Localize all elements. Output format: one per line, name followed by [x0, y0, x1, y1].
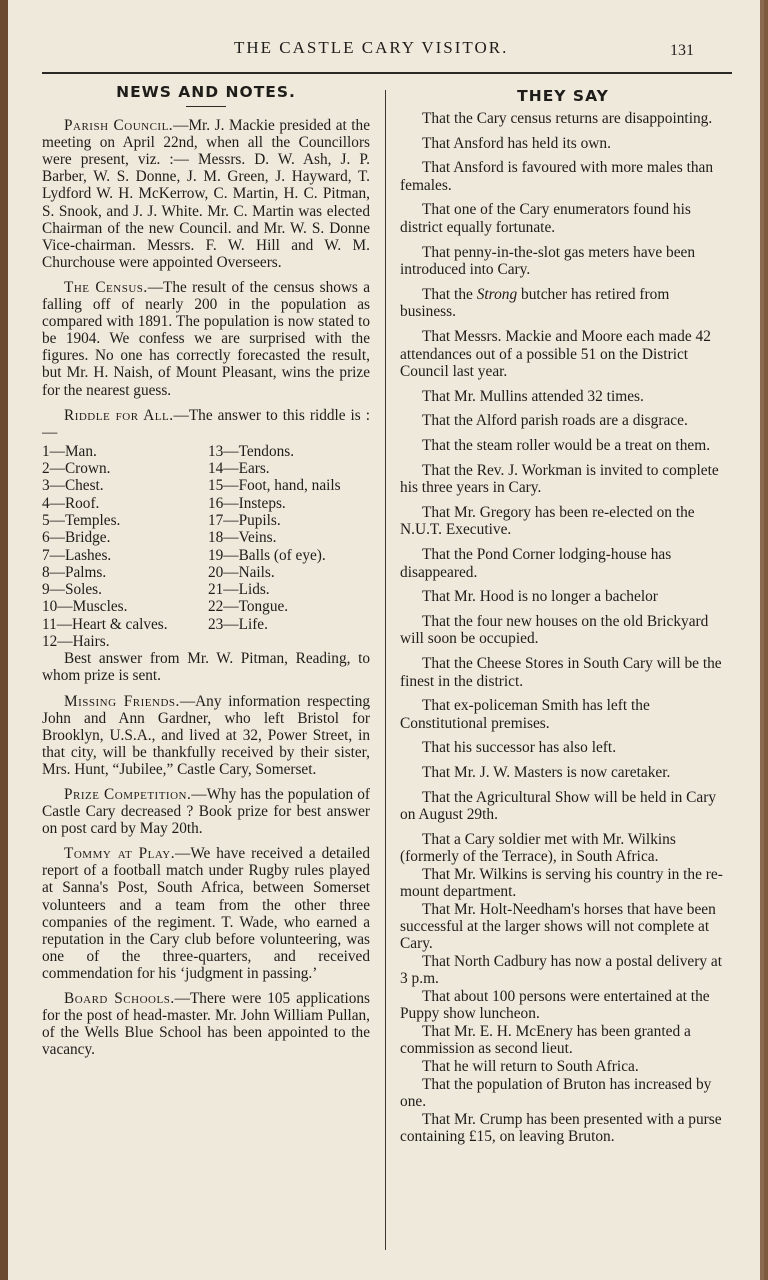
they-say-item: That the four new houses on the old Brickyard will soon be occupied.	[400, 612, 709, 648]
magazine-page	[8, 0, 764, 1280]
item-lead: Prize Competition.	[64, 786, 192, 803]
riddle-answer: 5—Temples.	[42, 511, 121, 529]
riddle-answer: 10—Muscles.	[42, 598, 128, 616]
riddle-answer: 6—Bridge.	[42, 529, 111, 547]
riddle-answer: 7—Lashes.	[42, 546, 112, 564]
page-edge	[760, 0, 764, 1280]
they-say-item: That Mr. Holt-Needham's horses that have been successful at the larger shows will not complete at Cary.	[400, 900, 716, 952]
they-say-item: That his successor has also left.	[422, 739, 617, 757]
they-say-item: That Mr. Mullins attended 32 times.	[422, 387, 644, 405]
item-text: —Any information respecting John and Ann Gardner, who left Bristol for Brooklyn, U.S.A., and lived at 32, Power Street, in that city, will be thankfully received by their sister, Mrs. Hunt, “Jubilee,” Castle Cary, Somerset.	[42, 692, 370, 778]
they-say-item: That Mr. Gregory has been re-elected on the N.U.T. Executive.	[400, 503, 695, 539]
riddle-answer: 17—Pupils.	[208, 511, 281, 529]
riddle-answer: 11—Heart & calves.	[42, 615, 168, 633]
item-lead: Missing Friends.	[64, 692, 180, 710]
item-text: —Mr. J. Mackie presided at the meeting on April 22nd, when all the Councillors were present, viz. :— Messrs. D. W. Ash, J. P. Barber, W. S. Donne, J. M. Green, J. Hayward, T. Lydford W. H. McKerrow, C. Martin, H. C. Pitman, S. Snook, and J. J. White. Mr. C. Martin was elected Chairman of the new Council. and Mr. W. S. Donne Vice-chairman. Messrs. F. W. Hill and W. M. Churchouse were appointed Overseers.	[42, 117, 370, 271]
they-say-item: That a Cary soldier met with Mr. Wilkins (formerly of the Terrace), in South Africa.	[400, 830, 676, 865]
news-item-parish-council	[42, 117, 370, 271]
they-say-item: That Ansford is favoured with more males than females.	[400, 159, 714, 194]
they-say-item: That the population of Bruton has increased by one.	[400, 1075, 712, 1110]
riddle-answer: 18—Veins.	[208, 529, 277, 547]
they-say-item: That Mr. Crump has been presented with a purse containing £15, on leaving Bruton.	[400, 1110, 722, 1145]
they-say-item: That the steam roller would be a treat on them.	[422, 437, 711, 454]
page-number: 131	[670, 42, 694, 59]
they-say-item: That the Agricultural Show will be held in Cary on August 29th.	[400, 788, 717, 824]
riddle-answer: 9—Soles.	[42, 581, 102, 599]
riddle-column-1	[42, 443, 208, 651]
riddle-answer: 2—Crown.	[42, 460, 111, 478]
they-say-list	[400, 110, 726, 824]
riddle-answer: 23—Life.	[208, 615, 268, 633]
they-say-item: That Ansford has held its own.	[422, 134, 611, 152]
riddle-answer: 21—Lids.	[208, 581, 270, 599]
item-lead: Parish Council.	[64, 117, 174, 135]
item-lead: Riddle for All.	[64, 406, 174, 424]
riddle-answer: 1—Man.	[42, 442, 97, 460]
riddle-answer: 3—Chest.	[42, 477, 104, 495]
item-lead: Board Schools.	[64, 990, 175, 1008]
riddle-winner: Best answer from Mr. W. Pitman, Reading, to whom prize is sent.	[42, 650, 370, 685]
news-heading: NEWS AND NOTES.	[116, 83, 296, 101]
they-say-item: That about 100 persons were entertained at the Puppy show luncheon.	[400, 987, 710, 1022]
binding-edge	[0, 0, 8, 1280]
heading-rule	[186, 106, 226, 107]
they-say-item: That Mr. Hood is no longer a bachelor	[422, 588, 658, 606]
they-say-item: That the Alford parish roads are a disgrace.	[422, 412, 688, 430]
news-item-riddle	[42, 407, 370, 441]
riddle-answer: 8—Palms.	[42, 563, 107, 581]
riddle-answer: 22—Tongue.	[208, 598, 289, 616]
publication-title: THE CASTLE CARY VISITOR.	[234, 38, 509, 57]
riddle-column-2	[208, 443, 370, 651]
emphasis: Strong	[476, 285, 518, 303]
news-item-prize-competition	[42, 786, 370, 837]
they-say-item: That the Pond Corner lodging-house has disappeared.	[400, 545, 672, 581]
they-say-item: That Mr. E. H. McEnery has been granted a commission as second lieut.	[400, 1022, 691, 1057]
news-item-board-schools	[42, 990, 370, 1058]
riddle-answer: 16—Insteps.	[208, 494, 286, 512]
riddle-answers	[42, 443, 370, 651]
they-say-item: That the Cary census returns are disappointing.	[422, 110, 713, 128]
news-item-missing-friends	[42, 693, 370, 778]
riddle-answer: 4—Roof.	[42, 494, 100, 512]
item-text: —We have received a detailed report of a football match under Rugby rules played at Sanna's Post, South Africa, between Somerset volunteers and a team from the other three companies of the regiment. T. Wade, who earned a reputation in the Cary club before volunteering, was one of the three-quarters, and received commendation for his ‘judgment in passing.’	[42, 845, 370, 982]
they-say-column	[400, 88, 726, 1146]
item-lead: Tommy at Play.	[64, 845, 176, 863]
riddle-answer: 12—Hairs.	[42, 633, 110, 651]
item-lead: The Census.	[64, 278, 148, 296]
they-say-item: That the Strong butcher has retired from business.	[400, 285, 670, 321]
riddle-answer: 15—Foot, hand, nails	[208, 477, 341, 495]
they-say-item: That North Cadbury has now a postal delivery at 3 p.m.	[400, 952, 723, 987]
they-say-item: That ex-policeman Smith has left the Constitutional premises.	[400, 697, 650, 732]
they-say-item: That the Cheese Stores in South Cary will be the finest in the district.	[400, 654, 722, 690]
they-say-item: That Mr. J. W. Masters is now caretaker.	[422, 763, 671, 781]
they-say-item: That Mr. Wilkins is serving his country in the re-mount department.	[400, 865, 723, 900]
they-say-heading: THEY SAY	[517, 87, 609, 105]
news-item-tommy-at-play	[42, 845, 370, 982]
item-text: —The answer to this riddle is :—	[42, 406, 370, 441]
header-rule	[42, 72, 732, 74]
page-header	[8, 36, 764, 66]
riddle-answer: 13—Tendons.	[208, 442, 295, 460]
item-text: —There were 105 applications for the post of head-master. Mr. John William Pullan, of the Wells Blue School has been appointed to the vacancy.	[42, 990, 370, 1059]
news-item-census	[42, 279, 370, 399]
item-text: —Why has the population of Castle Cary decreased ? Book prize for best answer on post card by May 20th.	[42, 786, 370, 838]
riddle-answer: 19—Balls (of eye).	[208, 546, 326, 564]
news-and-notes-column	[42, 84, 370, 1066]
they-say-item: That Messrs. Mackie and Moore each made 42 attendances out of a possible 51 on the District Council last year.	[400, 328, 711, 381]
item-text: —The result of the census shows a falling off of nearly 200 in the population as compared with 1891. The population is now stated to be 1904. We confess we are surprised with the figures. No one has correctly forecasted the result, but Mr. H. Naish, of Mount Pleasant, wins the prize for the nearest guess.	[42, 278, 371, 399]
column-divider	[385, 90, 386, 1250]
they-say-item: That he will return to South Africa.	[422, 1057, 639, 1075]
they-say-item: That one of the Cary enumerators found his district equally fortunate.	[400, 201, 691, 237]
riddle-answer: 14—Ears.	[208, 460, 270, 478]
they-say-item: That the Rev. J. Workman is invited to complete his three years in Cary.	[400, 461, 719, 497]
riddle-answer: 20—Nails.	[208, 563, 275, 581]
they-say-item: That penny-in-the-slot gas meters have been introduced into Cary.	[400, 243, 696, 279]
they-say-list-continued	[400, 831, 726, 1145]
